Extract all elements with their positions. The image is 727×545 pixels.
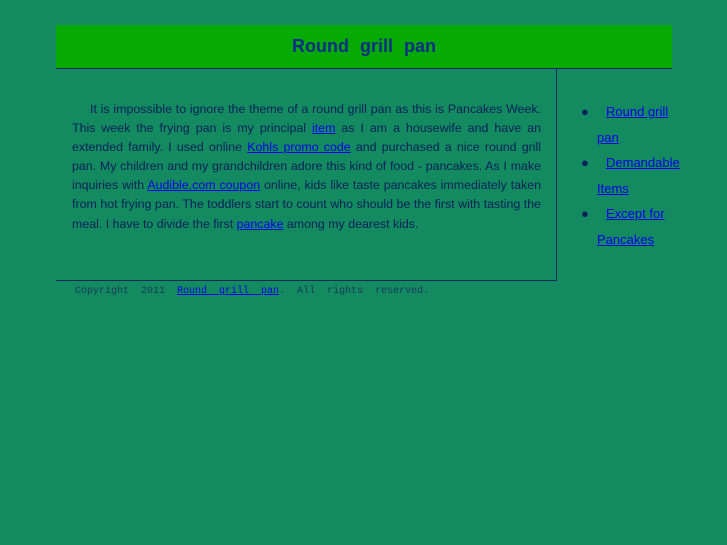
content-panel <box>56 69 557 281</box>
sidebar-link-round-grill-pan[interactable]: Round grill pan <box>597 104 669 145</box>
header-bar <box>56 25 672 69</box>
article-text-5: among my dearest kids. <box>283 216 419 231</box>
bullet-icon: ● <box>581 104 589 119</box>
bullet-icon: ● <box>581 206 589 221</box>
page-title: Round grill pan <box>292 36 436 56</box>
article-text-3: and purchased a nice round grill pan. My children and my grandchildren adore this kind of food - pancakes. As I make inquiries with <box>72 140 541 193</box>
kohls-promo-code-link[interactable]: Kohls promo code <box>247 140 351 155</box>
rights-text: . All rights reserved. <box>279 286 430 297</box>
sidebar-nav <box>578 99 688 252</box>
sidebar-item-round-grill-pan <box>578 99 688 150</box>
footer-site-link[interactable]: Round grill pan <box>177 286 280 297</box>
audible-coupon-link[interactable]: Audible.com coupon <box>147 178 261 193</box>
article-text-2: as I am a housewife and have an extended family. I used online <box>72 121 541 155</box>
sidebar-item-except-for-pancakes <box>578 201 688 252</box>
article-text-4: online, kids like taste pancakes immediately taken from hot frying pan. The toddlers start to count who should be the first with tasting the meal. I have to divide the first <box>72 178 542 231</box>
footer-copyright <box>75 286 429 297</box>
pancake-link[interactable]: pancake <box>236 216 284 231</box>
sidebar-item-demandable-items <box>578 150 688 201</box>
article-paragraph <box>72 100 541 234</box>
bullet-icon: ● <box>581 155 589 170</box>
sidebar-link-except-for-pancakes[interactable]: Except for Pancakes <box>597 206 665 247</box>
sidebar-link-demandable-items[interactable]: Demandable Items <box>597 155 680 196</box>
item-link[interactable]: item <box>311 121 336 136</box>
article-text-1: It is impossible to ignore the theme of a round grill pan as this is Pancakes Week. This week the frying pan is my principal <box>72 102 541 136</box>
copyright-text: Copyright 2011 <box>75 286 178 297</box>
